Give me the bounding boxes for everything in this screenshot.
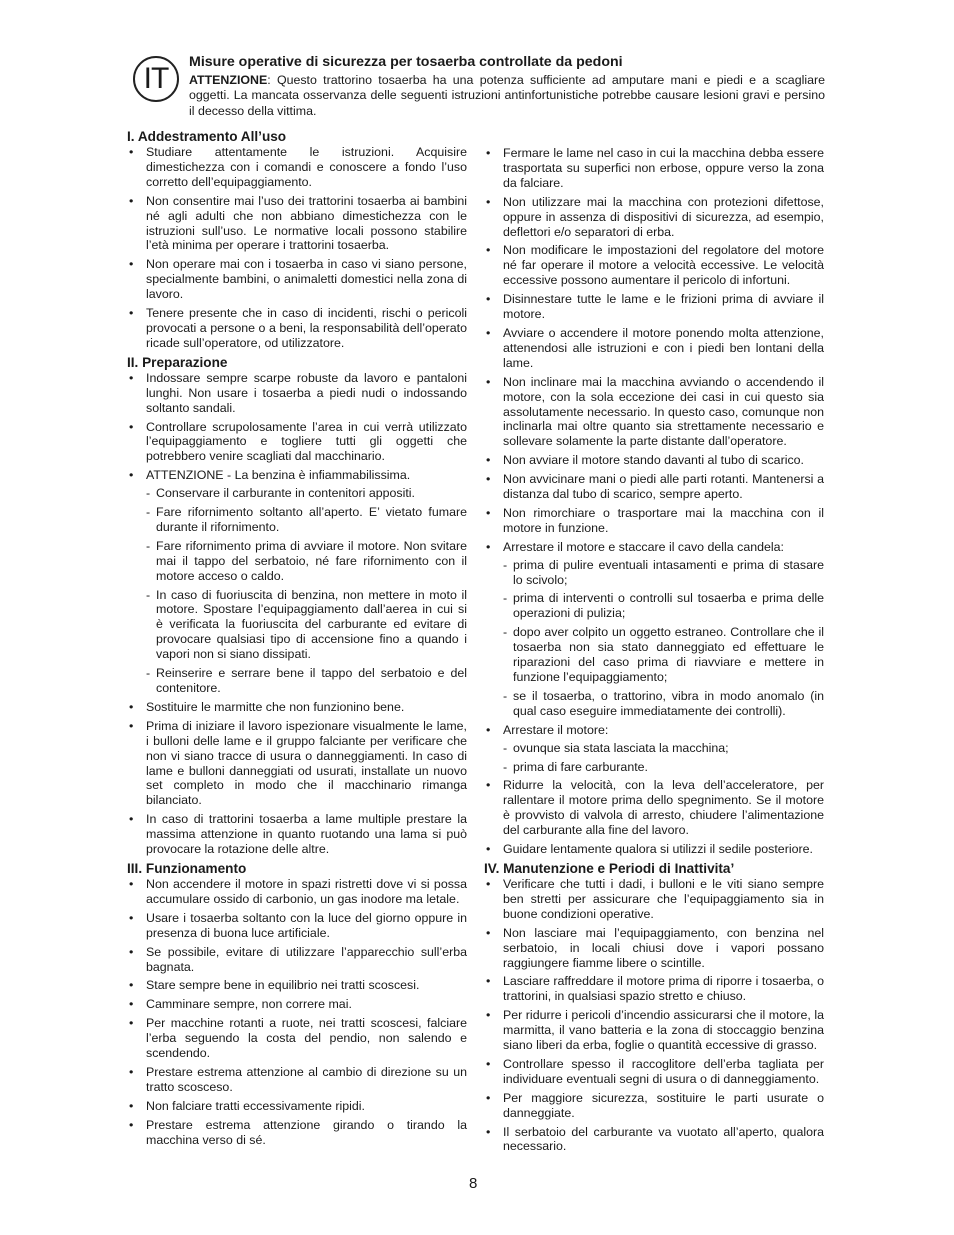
left-column — [127, 129, 467, 1151]
section-title-funzionamento: III. Funzionamento — [127, 860, 247, 876]
list-item: • Disinnestare tutte le lame e le frizioni prima di avviare il motore. — [484, 292, 824, 322]
list-item: • Camminare sempre, non correre mai. — [127, 997, 467, 1012]
list-manutenzione — [484, 877, 824, 1154]
list-item: • Tenere presente che in caso di incidenti, rischi o pericoli provocati a persone o a beni, la responsabilità dell’operato ricade sull’operatore, od utilizzatore. — [127, 306, 467, 351]
list-item: • Per maggiore sicurezza, sostituire le parti usurate o danneggiate. — [484, 1091, 824, 1121]
list-item: • Il serbatoio del carburante va vuotato all’aperto, qualora necessario. — [484, 1125, 824, 1155]
sub-list-item: - Reinserire e serrare bene il tappo del serbatoio e del contenitore. — [146, 666, 467, 696]
document-header — [189, 54, 825, 119]
list-funzionamento — [127, 877, 467, 1148]
list-item: • Studiare attentamente le istruzioni. Acquisire dimestichezza con i comandi e conoscere a fondo l’uso corretto dell’equipaggiamento. — [127, 145, 467, 190]
sub-list-item: - Fare rifornimento soltanto all’aperto. E’ vietato fumare durante il rifornimento. — [146, 505, 467, 535]
list-item: • Usare i tosaerba soltanto con la luce del giorno oppure in presenza di buona luce artificiale. — [127, 911, 467, 941]
sublist-candela — [503, 558, 824, 719]
list-item — [127, 468, 467, 696]
list-item: • Non avviare il motore stando davanti al tubo di scarico. — [484, 453, 824, 468]
list-item: • Non modificare le impostazioni del regolatore del motore né far operare il motore a velocità eccessive. Le velocità eccessive possono aumentare il pericolo di infortuni. — [484, 243, 824, 288]
list-item — [484, 723, 824, 775]
list-item: • Prima di iniziare il lavoro ispezionare visualmente le lame, i bulloni delle lame e il gruppo falciante per verificare che non vi siano tracce di usura o danneggiamenti. In caso di lame e bulloni danneggiati od usurati, installate un nuovo set completo in modo che il macchinario rimanga bilanciato. — [127, 719, 467, 808]
page-number: 8 — [469, 1175, 478, 1192]
list-item: • Non falciare tratti eccessivamente ripidi. — [127, 1099, 467, 1114]
warning-paragraph — [189, 73, 825, 119]
list-item: • In caso di trattorini tosaerba a lame multiple prestare la massima attenzione in quanto ruotando una lama si può provocare la rotazione delle altre. — [127, 812, 467, 857]
section-title-preparazione: II. Preparazione — [127, 354, 228, 370]
list-item: • Stare sempre bene in equilibrio nei tratti scoscesi. — [127, 978, 467, 993]
sub-list-item: - ovunque sia stata lasciata la macchina; — [503, 741, 824, 756]
page-title: Misure operative di sicurezza per tosaerba controllate da pedoni — [189, 54, 623, 70]
list-item: • Guidare lentamente qualora si utilizzi il sedile posteriore. — [484, 842, 824, 857]
list-item-text: Arrestare il motore e staccare il cavo della candela: — [503, 539, 784, 554]
list-preparazione — [127, 371, 467, 857]
sub-list-item: - In caso di fuoriuscita di benzina, non mettere in moto il motore. Spostare l’equipaggiamento dall’aerea in cui si è verificata la fuoriuscita del carburante ed evitare di provocare qualsiasi tipo di accensione fino a quando i vapori non si siano dissipati. — [146, 588, 467, 663]
list-item: • Fermare le lame nel caso in cui la macchina debba essere trasportata su superfici non erbose, oppure verso la zona da falciare. — [484, 146, 824, 191]
sublist-arresto — [503, 741, 824, 775]
warning-text: : Questo trattorino tosaerba ha una potenza sufficiente ad amputare mani e piedi e a scagliare oggetti. La mancata osservanza delle seguenti istruzioni antinfortunistiche potrebbe causare lesioni gravi e persino il decesso della vittima. — [189, 73, 825, 118]
list-item-text: ATTENZIONE - La benzina è infiammabilissima. — [146, 468, 411, 483]
sub-list-item: - dopo aver colpito un oggetto estraneo. Controllare che il tosaerba non sia stato danneggiato ed effettuare le riparazioni del caso prima di riavviare e mettere in funzione l’equipaggiamento; — [503, 625, 824, 685]
sub-list-item: - Conservare il carburante in contenitori appositi. — [146, 486, 467, 501]
sub-list-item: - Fare rifornimento prima di avviare il motore. Non svitare mai il tappo del serbatoio, né fare rifornimento con il motore acceso o caldo. — [146, 539, 467, 584]
list-item: • Non rimorchiare o trasportare mai la macchina con il motore in funzione. — [484, 506, 824, 536]
list-item: • Lasciare raffreddare il motore prima di riporre i tosaerba, o trattorini, in qualsiasi spazio stretto e chiuso. — [484, 974, 824, 1004]
list-item: • Non operare mai con i tosaerba in caso vi siano persone, specialmente bambini, o animaletti domestici nella zona di lavoro. — [127, 257, 467, 302]
list-item: • Verificare che tutti i dadi, i bulloni e le viti siano sempre ben stretti per assicurare che l’equipaggiamento sia in buone condizioni operative. — [484, 877, 824, 922]
list-item: • Controllare scrupolosamente l’area in cui verrà utilizzato l’equipaggiamento e togliere tutti gli oggetti che potrebbero venire scagliati dal macchinario. — [127, 420, 467, 465]
list-addestramento — [127, 145, 467, 351]
list-item: • Non utilizzare mai la macchina con protezioni difettose, oppure in assenza di dispositivi di sicurezza, ad esempio, deflettori e/o separatori di erba. — [484, 195, 824, 240]
list-item: • Per ridurre i pericoli d’incendio assicurarsi che il motore, la marmitta, il vano batteria e la zona di stoccaggio benzina siano liberi da erba, foglie o quantità eccessive di grasso. — [484, 1008, 824, 1053]
list-item: • Avviare o accendere il motore ponendo molta attenzione, attenendosi alle istruzioni e con i piedi ben lontani della lame. — [484, 326, 824, 371]
sub-list-item: - prima di fare carburante. — [503, 760, 824, 775]
list-item: • Controllare spesso il raccoglitore dell’erba tagliata per individuare eventuali segni di usura o di danneggiamento. — [484, 1057, 824, 1087]
sub-list-item: - prima di interventi o controlli sul tosaerba e prima delle operazioni di pulizia; — [503, 591, 824, 621]
list-item: • Non consentire mai l’uso dei trattorini tosaerba ai bambini né agli adulti che non abbiano dimestichezza con le istruzioni sull’uso. Le normative locali possono stabilire l’età minima per operare i trattorini tosaerba. — [127, 194, 467, 254]
list-item: • Per macchine rotanti a ruote, nei tratti scoscesi, falciare l’erba seguendo la costa del pendio, non salendo e scendendo. — [127, 1016, 467, 1061]
list-item: • Prestare estrema attenzione al cambio di direzione su un tratto scosceso. — [127, 1065, 467, 1095]
warning-label: ATTENZIONE — [189, 73, 268, 87]
section-title-addestramento: I. Addestramento All’uso — [127, 129, 287, 144]
list-item: • Non lasciare mai l’equipaggiamento, con benzina nel serbatoio, in locali chiusi dove i vapori possano raggiungere fiamme libere o scintille. — [484, 926, 824, 971]
list-item: • Ridurre la velocità, con la leva dell’acceleratore, per rallentare il motore prima dello spegnimento. Se il motore è provvisto di valvola di arresto, chiudere l’alimentazione del carburante alla fine del lavoro. — [484, 778, 824, 838]
section-title-manutenzione: IV. Manutenzione e Periodi di Inattivita’ — [484, 860, 735, 876]
list-item: • Indossare sempre scarpe robuste da lavoro e pantaloni lunghi. Non usare i tosaerba a piedi nudi o indossando soltanto sandali. — [127, 371, 467, 416]
list-funzionamento-cont — [484, 146, 824, 857]
language-badge: IT — [133, 56, 179, 102]
right-column — [484, 146, 824, 1158]
list-item — [484, 540, 824, 719]
list-item: • Sostituire le marmitte che non funzionino bene. — [127, 700, 467, 715]
list-item: • Se possibile, evitare di utilizzare l’apparecchio sull’erba bagnata. — [127, 945, 467, 975]
sub-list-item: - prima di pulire eventuali intasamenti e prima di stasare lo scivolo; — [503, 558, 824, 588]
list-item: • Non accendere il motore in spazi ristretti dove vi si possa accumulare ossido di carbonio, un gas inodore ma letale. — [127, 877, 467, 907]
list-item-text: Arrestare il motore: — [503, 722, 609, 737]
list-item: • Prestare estrema attenzione girando o tirando la macchina verso di sé. — [127, 1118, 467, 1148]
list-item: • Non inclinare mai la macchina avviando o accendendo il motore, con la sola eccezione dei casi in cui questo sia assolutamente necessario. In questo caso, comunque non inclinarla mai oltre quanto sia strettamente necessario e sollevare solamente la parte distante dall’operatore. — [484, 375, 824, 450]
list-item: • Non avvicinare mani o piedi alle parti rotanti. Mantenersi a distanza dal tubo di scarico, sempre aperto. — [484, 472, 824, 502]
sublist-benzina — [146, 486, 467, 696]
sub-list-item: - se il tosaerba, o trattorino, vibra in modo anomalo (in qual caso eseguire immediatamente dei controlli). — [503, 689, 824, 719]
